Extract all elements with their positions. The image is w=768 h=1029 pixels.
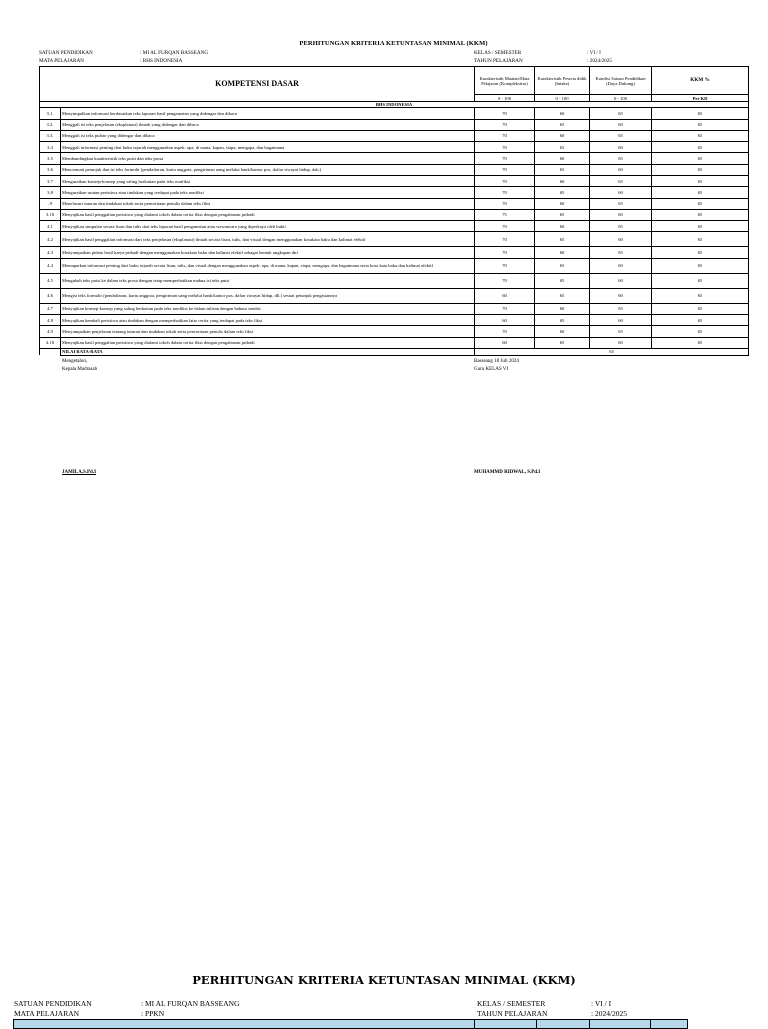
kkm-cell: 65	[652, 142, 749, 153]
mapel-label: MATA PELAJARAN	[39, 58, 84, 64]
intake-cell: 60	[535, 326, 590, 337]
category-row: BHS INDONESIA	[40, 102, 749, 108]
kompleksitas-header: Karakteristik Muatan/Mata Pelajaran (Kompleksitas)	[475, 67, 535, 95]
intake-cell: 65	[535, 209, 590, 220]
kompleksitas-cell: 70	[475, 153, 535, 164]
intake-cell: 60	[535, 247, 590, 258]
kkm-cell: 65	[652, 108, 749, 119]
signature-block	[39, 356, 748, 486]
intake-cell: 60	[535, 108, 590, 119]
kkm-cell: 65	[652, 288, 749, 303]
page2-meta-row-1	[14, 999, 754, 1009]
kd-description: Menyimpulkan informasi berdasarkan teks laporan hasil pengamatan yang didengar dan dibaca	[61, 108, 475, 119]
page2-satuan-value: : MI AL FURQAN BASSEANG	[141, 999, 240, 1008]
kd-number: 3.3.	[40, 130, 61, 141]
kd-number: 3.2.	[40, 119, 61, 130]
average-value: 65	[475, 348, 749, 355]
page2-tahun-value: : 2024/2025	[591, 1009, 628, 1018]
kd-description: Membandingkan karakteristik teks puisi dan teks prosa	[61, 153, 475, 164]
range-header: 0 - 100	[535, 95, 590, 102]
kompleksitas-cell: 70	[475, 130, 535, 141]
intake-cell: 60	[535, 175, 590, 186]
table-row	[40, 164, 749, 175]
daya-dukung-cell: 60	[590, 164, 652, 175]
page2-meta-row-2	[14, 1009, 754, 1019]
daya-dukung-header: Kondisi Satuan Pendidikan (Daya Dukung)	[590, 67, 652, 95]
kkm-cell: 65	[652, 198, 749, 209]
kkm-cell: 65	[652, 258, 749, 273]
daya-dukung-cell: 65	[590, 326, 652, 337]
table-row	[40, 247, 749, 258]
average-label: NILAI RATA-RATA	[61, 348, 475, 355]
daya-dukung-cell: 60	[590, 232, 652, 247]
kd-number: 3.7	[40, 175, 61, 186]
kompleksitas-cell: 75	[475, 209, 535, 220]
kkm-table	[39, 66, 749, 356]
kd-number: 4.5	[40, 273, 61, 288]
intake-cell: 65	[535, 288, 590, 303]
daya-dukung-cell: 60	[590, 187, 652, 198]
kd-description: Memaparkan informasi penting dari buku sejarah secara lisan, tulis, dan visual dengan menggunakan aspek: apa, di mana, kapan, siapa, mengapa, dan bagaimana serta kosa kata baku dan kalimat efektif	[61, 258, 475, 273]
kkm-cell: 65	[652, 153, 749, 164]
kd-number: 4.8	[40, 315, 61, 326]
meta-row-1	[39, 50, 748, 58]
table-row	[40, 315, 749, 326]
kd-number: 3.4	[40, 142, 61, 153]
daya-dukung-cell: 65	[590, 130, 652, 141]
teacher-name: MUHAMMD RIDWAL, S.Pd.I	[474, 469, 541, 475]
kkm-cell: 65	[652, 303, 749, 314]
principal-name: JAMILA,S.Pd.I	[62, 469, 97, 475]
kompleksitas-cell: 70	[475, 273, 535, 288]
kompleksitas-cell: 70	[475, 326, 535, 337]
daya-dukung-cell: 65	[590, 153, 652, 164]
kkm-cell: 65	[652, 315, 749, 326]
kd-number: ..9	[40, 198, 61, 209]
table-row	[40, 175, 749, 186]
table-row	[40, 232, 749, 247]
daya-dukung-cell: 60	[590, 337, 652, 348]
table-row	[40, 187, 749, 198]
kompleksitas-cell: 70	[475, 142, 535, 153]
kkm-header: KKM %	[652, 67, 749, 95]
daya-dukung-cell: 60	[590, 142, 652, 153]
kd-description: Mengisi teks formulir (pendaftaran, kartu anggota, pengiriman uang melalui bank/kantor pos, daftar riwayat hidup, dll.) sesuai petunjuk pengisiannya	[61, 288, 475, 303]
kkm-cell: 65	[652, 175, 749, 186]
daya-dukung-cell: 65	[590, 108, 652, 119]
kkm-cell: 65	[652, 119, 749, 130]
kkm-cell: 65	[652, 187, 749, 198]
intake-cell: 65	[535, 337, 590, 348]
kompleksitas-cell: 60	[475, 337, 535, 348]
satuan-label: SATUAN PENDIDIKAN	[39, 50, 93, 56]
kd-number: 4.3	[40, 247, 61, 258]
intake-cell: 65	[535, 232, 590, 247]
kkm-cell: 65	[652, 209, 749, 220]
intake-cell: 60	[535, 221, 590, 232]
average-row	[40, 348, 749, 355]
daya-dukung-cell: 65	[590, 221, 652, 232]
kompleksitas-cell: 60	[475, 315, 535, 326]
kompleksitas-cell: 60	[475, 288, 535, 303]
kd-number: 4.1	[40, 221, 61, 232]
kd-number: 4.7	[40, 303, 61, 314]
per-kd-header: Per KD	[652, 95, 749, 102]
daya-dukung-cell: 60	[590, 315, 652, 326]
daya-dukung-cell: 60	[590, 258, 652, 273]
kompleksitas-cell: 70	[475, 119, 535, 130]
intake-cell: 65	[535, 164, 590, 175]
page2-kelas-label: KELAS / SEMESTER	[477, 999, 546, 1008]
kd-description: Menyajikan hasil penggalian informasi dari teks penjelasan (eksplanasi) ilmiah secara lisan, tulis, dan visual dengan menggunakan kosakata baku dan kalimat efektif	[61, 232, 475, 247]
kkm-cell: 65	[652, 130, 749, 141]
daya-dukung-cell: 60	[590, 288, 652, 303]
satuan-value: : MI AL FURQAN BASSEANG	[140, 50, 209, 56]
daya-dukung-cell: 60	[590, 273, 652, 288]
kkm-cell: 65	[652, 273, 749, 288]
daya-dukung-cell: 60	[590, 209, 652, 220]
table-row	[40, 273, 749, 288]
daya-dukung-cell: 60	[590, 119, 652, 130]
table-row	[40, 209, 749, 220]
intake-cell: 65	[535, 315, 590, 326]
kompleksitas-cell: 70	[475, 303, 535, 314]
intake-cell: 65	[535, 273, 590, 288]
kd-description: Menggali isi teks pidato yang didengar dan dibaca	[61, 130, 475, 141]
kkm-cell: 65	[652, 326, 749, 337]
daya-dukung-cell: 65	[590, 175, 652, 186]
kd-description: Menyampaikan pidato hasil karya pribadi dengan menggunakan kosakata baku dan kalimat efektif sebagai bentuk ungkapan diri	[61, 247, 475, 258]
kd-number: 3.5	[40, 153, 61, 164]
daya-dukung-cell: 65	[590, 198, 652, 209]
kompleksitas-cell: 70	[475, 198, 535, 209]
teacher-title: Guru KELAS VI	[474, 366, 509, 372]
page-title: PERHITUNGAN KRITERIA KETUNTASAN MINIMAL (KKM)	[299, 40, 488, 47]
kompleksitas-cell: 70	[475, 258, 535, 273]
acknowledged-label: Mengetahui,	[62, 358, 88, 364]
kompleksitas-cell: 70	[475, 164, 535, 175]
kd-description: Menyajikan hasil penggalian peristiwa yang dialami tokoh dalam cerita fiksi dengan pengalaman pribadi	[61, 337, 475, 348]
table-row	[40, 198, 749, 209]
table-row	[40, 258, 749, 273]
kd-number: 3.1.	[40, 108, 61, 119]
kompleksitas-cell: 70	[475, 108, 535, 119]
meta-row-2	[39, 58, 748, 66]
kd-description: Menelusuri tuturan dan tindakan tokoh serta penceritaan penulis dalam teks fiksi	[61, 198, 475, 209]
kd-number: 4.9	[40, 326, 61, 337]
kd-description: Menguraikan konsep-konsep yang saling berkaitan pada teks nonfiksi	[61, 175, 475, 186]
kkm-cell: 65	[652, 247, 749, 258]
page2-tahun-label: TAHUN PELAJARAN	[477, 1009, 548, 1018]
principal-title: Kepala Madrasah	[62, 366, 98, 372]
intake-cell: 65	[535, 187, 590, 198]
place-date: Basseang 18 Juli 2024	[474, 358, 519, 364]
mapel-value: : BHS INDONESIA	[140, 58, 183, 64]
kd-description: Menyajikan konsep-konsep yang saling berkaitan pada teks nonfiksi ke dalam tulisan dengan bahasa sendiri	[61, 303, 475, 314]
kkm-cell: 65	[652, 232, 749, 247]
kd-number: 3.8	[40, 187, 61, 198]
kd-header: KOMPETENSI DASAR	[40, 67, 475, 102]
kkm-cell: 65	[652, 221, 749, 232]
kd-description: Menyajikan hasil penggalian peristiwa yang dialami tokoh dalam cerita fiksi dengan pengalaman pribadi	[61, 209, 475, 220]
table-row	[40, 108, 749, 119]
kd-description: Mencermati petunjuk dan isi teks formulir (pendaftaran, kartu anggota, pengiriman uang melalui bank/kantor pos, daftar riwayat hidup, dsb.)	[61, 164, 475, 175]
page2-satuan-label: SATUAN PENDIDIKAN	[14, 999, 92, 1008]
kd-description: Mengubah teks puisi ke dalam teks prosa dengan tetap memperhatikan makna isi teks puisi	[61, 273, 475, 288]
table-row	[40, 326, 749, 337]
kompleksitas-cell: 70	[475, 247, 535, 258]
kd-number: 4.6	[40, 288, 61, 303]
intake-cell: 65	[535, 142, 590, 153]
table-row	[40, 119, 749, 130]
kd-number: 4.2	[40, 232, 61, 247]
kompleksitas-cell: 70	[475, 187, 535, 198]
kd-description: Menggali informasi penting dari buku sejarah menggunakan aspek: apa, di mana, kapan, siapa, mengapa, dan bagaimana	[61, 142, 475, 153]
table-row	[40, 337, 749, 348]
kd-number: 4.4	[40, 258, 61, 273]
intake-cell: 65	[535, 119, 590, 130]
kkm-sheet-bhs-indonesia	[39, 40, 748, 486]
kd-description: Menguraikan urutan peristiwa atau tindakan yang terdapat pada teks nonfiksi	[61, 187, 475, 198]
page2-kelas-value: : VI / I	[591, 999, 612, 1008]
kelas-value: : VI / I	[587, 50, 601, 56]
table-row	[40, 153, 749, 164]
kd-description: Menggali isi teks penjelasan (eksplanasi) ilmiah yang didengar dan dibaca	[61, 119, 475, 130]
kd-number: 3.10	[40, 209, 61, 220]
kd-description: Menyajikan kembali peristiwa atau tindakan dengan memperhatikan latar cerita yang terdapat pada teks fiksi	[61, 315, 475, 326]
kompleksitas-cell: 70	[475, 175, 535, 186]
kd-description: Menyampaikan penjelasan tentang tuturan dan tindakan tokoh serta penceritaan penulis dalam teks fiksi	[61, 326, 475, 337]
page2-table-header-band	[13, 1019, 688, 1029]
daya-dukung-cell: 65	[590, 303, 652, 314]
tahun-label: TAHUN PELAJARAN	[474, 58, 523, 64]
range-header: 0 - 100	[475, 95, 535, 102]
intake-cell: 60	[535, 153, 590, 164]
kkm-cell: 65	[652, 337, 749, 348]
intake-cell: 60	[535, 303, 590, 314]
table-row	[40, 221, 749, 232]
range-header: 0 - 100	[590, 95, 652, 102]
daya-dukung-cell: 65	[590, 247, 652, 258]
kompleksitas-cell: 70	[475, 221, 535, 232]
table-row	[40, 288, 749, 303]
tahun-value: : 2024/2025	[587, 58, 612, 64]
table-row	[40, 142, 749, 153]
page2-title: PERHITUNGAN KRITERIA KETUNTASAN MINIMAL (KKM)	[192, 973, 576, 987]
average-blank	[40, 348, 61, 355]
table-row	[40, 130, 749, 141]
page2-mapel-value: : PPKN	[141, 1009, 165, 1018]
intake-cell: 60	[535, 198, 590, 209]
kompleksitas-cell: 70	[475, 232, 535, 247]
kd-number: 4.10	[40, 337, 61, 348]
kkm-cell: 65	[652, 164, 749, 175]
kelas-label: KELAS / SEMESTER	[474, 50, 522, 56]
intake-cell: 60	[535, 130, 590, 141]
page2-mapel-label: MATA PELAJARAN	[14, 1009, 80, 1018]
intake-cell: 65	[535, 258, 590, 273]
table-row	[40, 303, 749, 314]
kd-description: Menyajikan simpulan secara lisan dan tulis dari teks laporan hasil pengamatan atau wawancara yang diperkaya oleh bukti	[61, 221, 475, 232]
intake-header: Karakteristik Peserta didik (Intake)	[535, 67, 590, 95]
kd-number: 3.6	[40, 164, 61, 175]
